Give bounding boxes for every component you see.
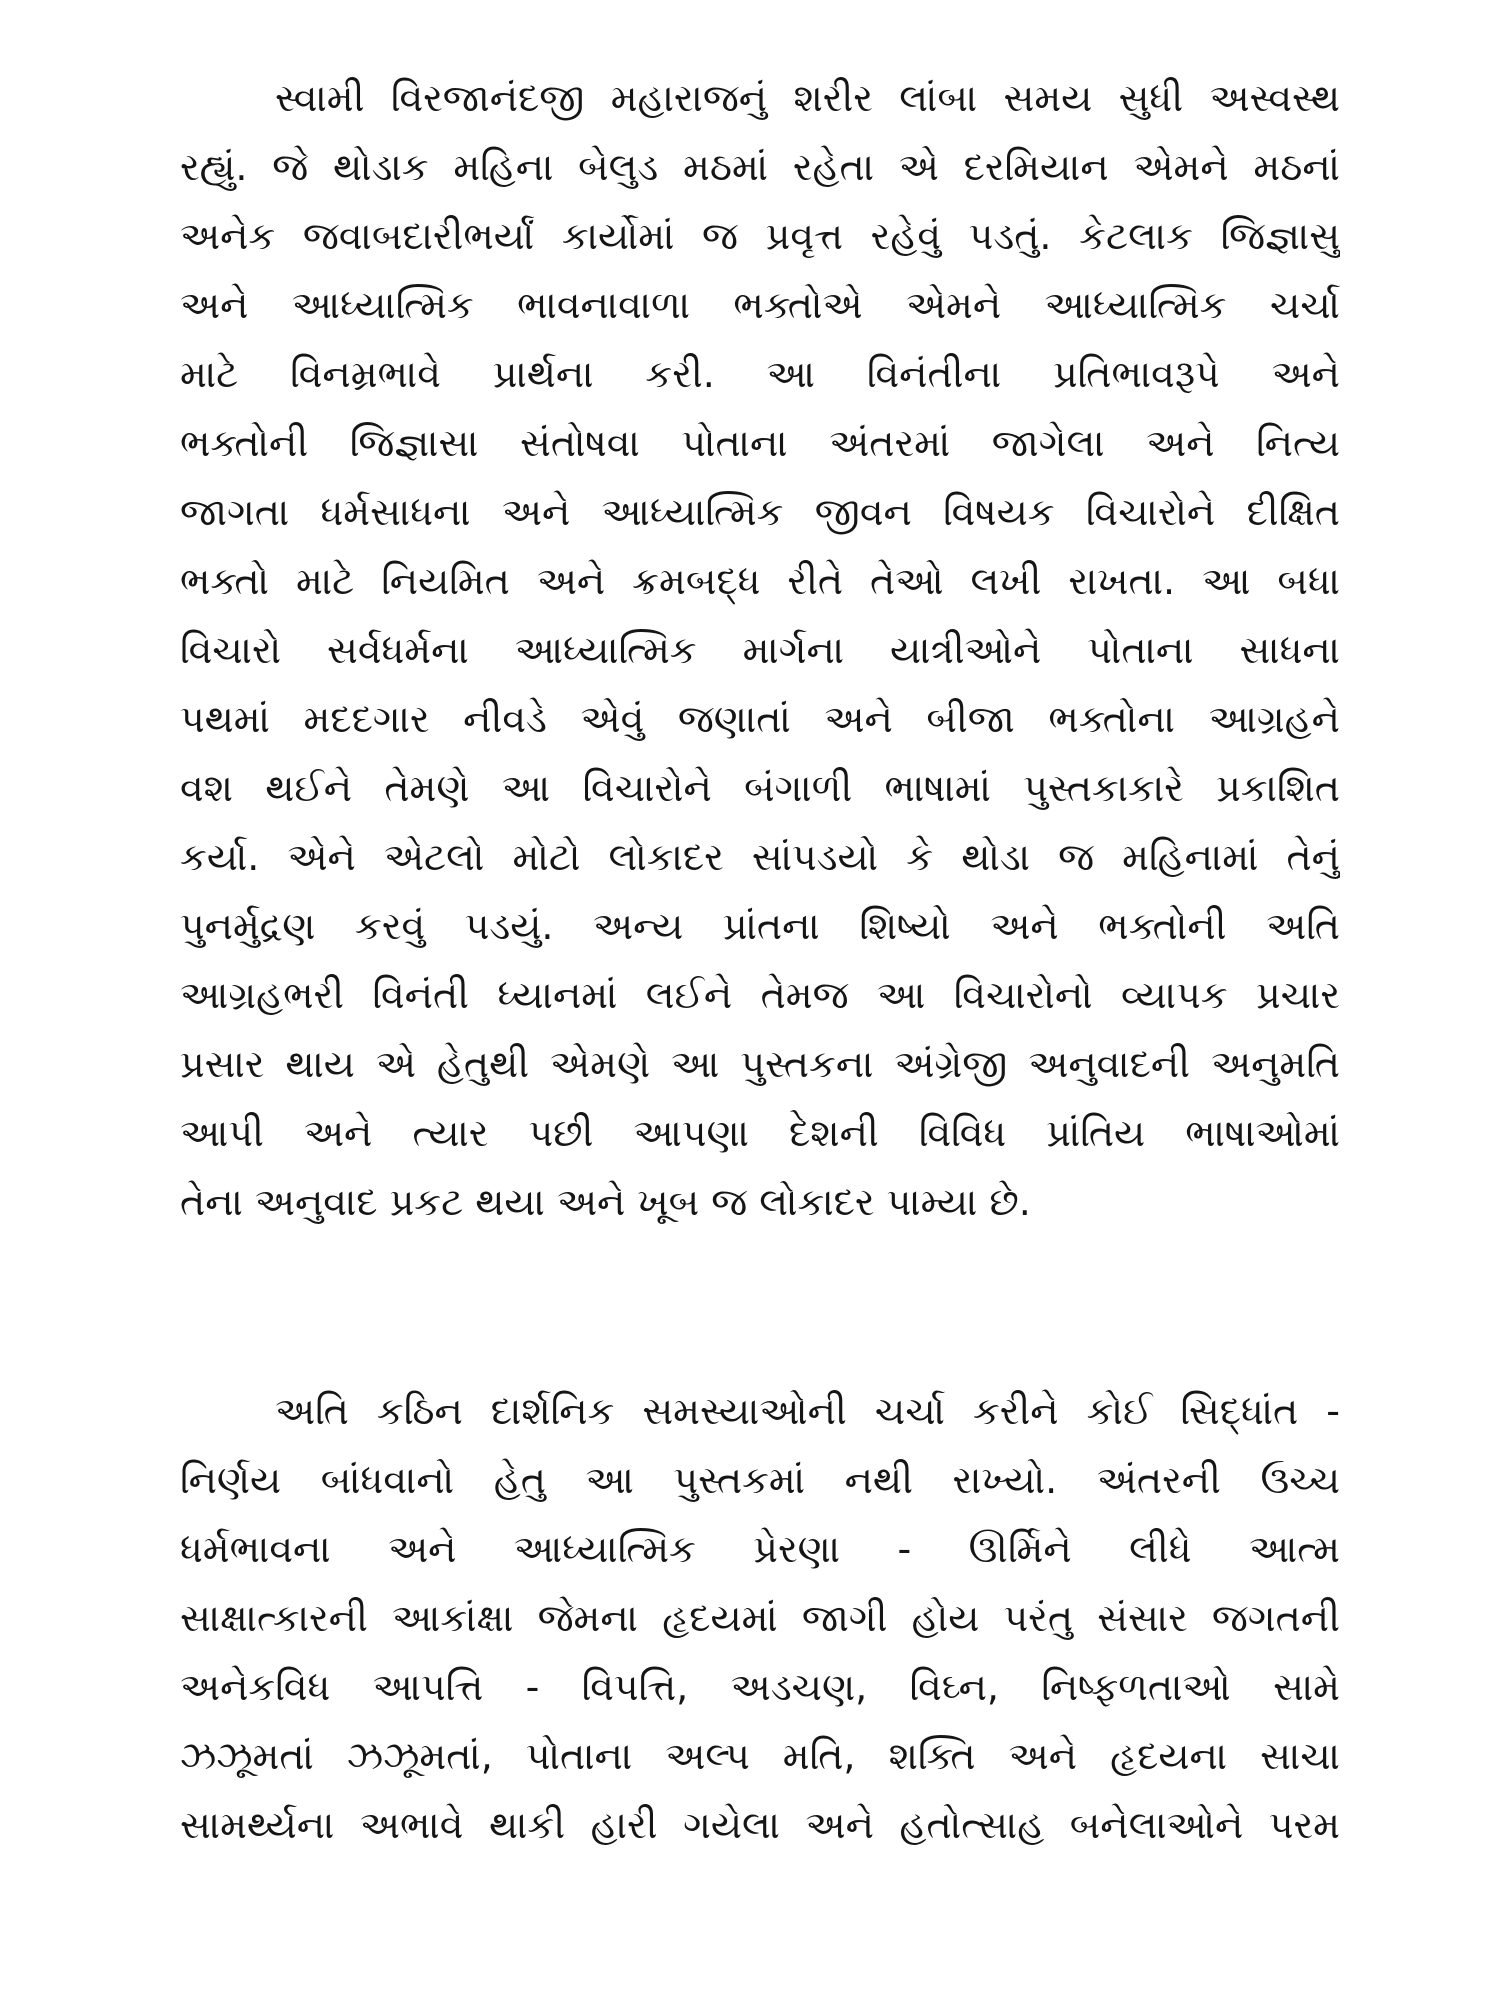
text-line: સામર્થ્યના અભાવે થાકી હારી ગયેલા અને હતોત્સાહ બનેલાઓને પરમ: [180, 1803, 1340, 1847]
text-line: અને આધ્યાત્મિક ભાવનાવાળા ભક્તોએ એમને આધ્યાત્મિક ચર્ચા: [180, 283, 1340, 327]
text-line: નિર્ણય બાંધવાનો હેતુ આ પુસ્તકમાં નથી રાખ્યો. અંતરની ઉચ્ચ: [180, 1458, 1340, 1502]
text-line: ધર્મભાવના અને આધ્યાત્મિક પ્રેરણા - ઊર્મિને લીધે આત્મ: [180, 1527, 1340, 1571]
text-line: અતિ કઠિન દાર્શનિક સમસ્યાઓની ચર્ચા કરીને કોઈ સિદ્ધાંત -: [275, 1389, 1340, 1433]
text-line: આગ્રહભરી વિનંતી ધ્યાનમાં લઈને તેમજ આ વિચારોનો વ્યાપક પ્રચાર: [180, 973, 1340, 1017]
text-line: ભક્તો માટે નિયમિત અને ક્રમબદ્ધ રીતે તેઓ લખી રાખતા. આ બધા: [180, 559, 1340, 603]
text-line: ઝઝૂમતાં ઝઝૂમતાં, પોતાના અલ્પ મતિ, શક્તિ અને હૃદયના સાચા: [180, 1734, 1340, 1778]
text-line: વશ થઈને તેમણે આ વિચારોને બંગાળી ભાષામાં પુસ્તકાકારે પ્રકાશિત: [180, 766, 1340, 810]
text-line: કર્યા. એને એટલો મોટો લોકાદર સાંપડયો કે થોડા જ મહિનામાં તેનું: [180, 835, 1340, 879]
text-line: સાક્ષાત્કારની આકાંક્ષા જેમના હૃદયમાં જાગી હોય પરંતુ સંસાર જગતની: [180, 1596, 1340, 1640]
text-line: અનેકવિધ આપત્તિ - વિપત્તિ, અડચણ, વિઘ્ન, નિષ્ફળતાઓ સામે: [180, 1665, 1340, 1709]
text-line: માટે વિનમ્રભાવે પ્રાર્થના કરી. આ વિનંતીના પ્રતિભાવરૂપે અને: [180, 352, 1340, 396]
text-line: સ્વામી વિરજાનંદજી મહારાજનું શરીર લાંબા સમય સુધી અસ્વસ્થ: [275, 76, 1340, 120]
text-line: પ્રસાર થાય એ હેતુથી એમણે આ પુસ્તકના અંગ્રેજી અનુવાદની અનુમતિ: [180, 1042, 1340, 1086]
text-line: પથમાં મદદગાર નીવડે એવું જણાતાં અને બીજા ભક્તોના આગ્રહને: [180, 697, 1340, 741]
text-line: વિચારો સર્વધર્મના આધ્યાત્મિક માર્ગના યાત્રીઓને પોતાના સાધના: [180, 628, 1340, 672]
text-line: અનેક જવાબદારીભર્યાં કાર્યોમાં જ પ્રવૃત્ત રહેવું પડતું. કેટલાક જિજ્ઞાસુ: [180, 214, 1340, 258]
text-line: જાગતા ધર્મસાધના અને આધ્યાત્મિક જીવન વિષયક વિચારોને દીક્ષિત: [180, 490, 1340, 534]
text-line: પુનર્મુદ્રણ કરવું પડયું. અન્ય પ્રાંતના શિષ્યો અને ભક્તોની અતિ: [180, 904, 1340, 948]
text-line: રહ્યું. જે થોડાક મહિના બેલુડ મઠમાં રહેતા એ દરમિયાન એમને મઠનાં: [180, 145, 1340, 189]
text-line: તેના અનુવાદ પ્રકટ થયા અને ખૂબ જ લોકાદર પામ્યા છે.: [180, 1180, 1031, 1224]
text-line: આપી અને ત્યાર પછી આપણા દેશની વિવિધ પ્રાંતિય ભાષાઓમાં: [180, 1111, 1340, 1155]
text-line: ભક્તોની જિજ્ઞાસા સંતોષવા પોતાના અંતરમાં જાગેલા અને નિત્ય: [180, 421, 1340, 465]
paragraph-1: [180, 64, 1340, 1237]
paragraph-2: [180, 1377, 1340, 1860]
